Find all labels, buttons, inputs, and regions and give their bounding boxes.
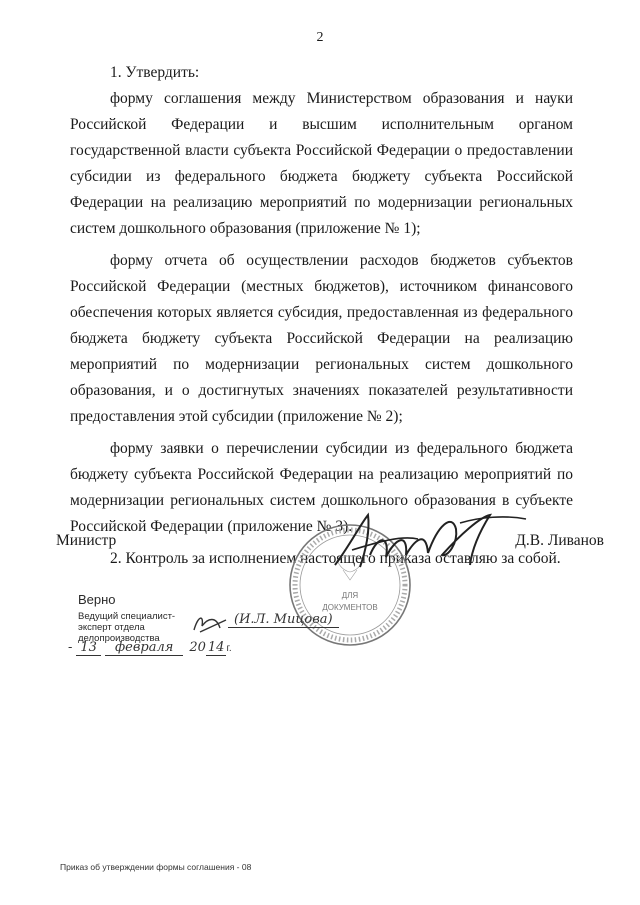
document-footer: Приказ об утверждении формы соглашения - 08: [60, 862, 252, 872]
paragraph-agreement-form: форму соглашения между Министерством образования и науки Российской Федерации и высшим исполнительным органом государственной власти субъекта Российской Федерации о предоставлении субсидии из федерального бюджета бюджету субъекта Российской Федерации на реализацию мероприятий по модернизации региональных систем дошкольного образования (приложение № 1);: [70, 90, 573, 237]
paragraph-application-form: форму заявки о перечислении субсидии из федерального бюджета бюджету субъекта Российской Федерации на реализацию мероприятий по модернизации региональных систем дошкольного образования в субъекте Российской Федерации (приложение № 3).: [70, 440, 573, 535]
certifier-role: Ведущий специалист-эксперт отдела делопроизводства: [78, 611, 176, 644]
date-year-label: г.: [226, 643, 232, 654]
paragraph-report-form: форму отчета об осуществлении расходов бюджетов субъектов Российской Федерации (местных бюджетов), источником финансового обеспечения которых является субсидия, предоставленная из федерального бюджета бюджету субъекта Российской Федерации на реализацию мероприятий по модернизации региональных систем дошкольного образования, и о достигнутых значениях показателей результативности предоставления этой субсидии (приложение № 2);: [70, 252, 573, 425]
certifier-signature: [190, 612, 230, 634]
minister-name: Д.В. Ливанов: [515, 532, 604, 549]
certified-true-copy-label: Верно: [78, 592, 116, 607]
document-body: [70, 60, 573, 572]
minister-title: Министр: [56, 532, 117, 549]
stamp-text-line1: ДЛЯ: [341, 591, 359, 600]
stamp-text-line2: ДОКУМЕНТОВ: [322, 603, 378, 612]
date-day: 13: [76, 640, 101, 656]
item-2-control: 2. Контроль за исполнением настоящего приказа оставляю за собой.: [110, 550, 561, 567]
signature-block: [56, 532, 604, 562]
page-number: 2: [316, 30, 324, 45]
certification-date: - 13 февраля 20 14 г.: [68, 640, 232, 655]
certification-block: [78, 592, 208, 644]
date-year-prefix: 20: [189, 640, 206, 655]
item-1-approve: 1. Утвердить:: [110, 64, 200, 81]
date-month: февраля: [105, 640, 183, 656]
certifier-handwritten-name: (И.Л. Мицова): [228, 612, 339, 628]
date-year-suffix: 14: [207, 640, 225, 655]
